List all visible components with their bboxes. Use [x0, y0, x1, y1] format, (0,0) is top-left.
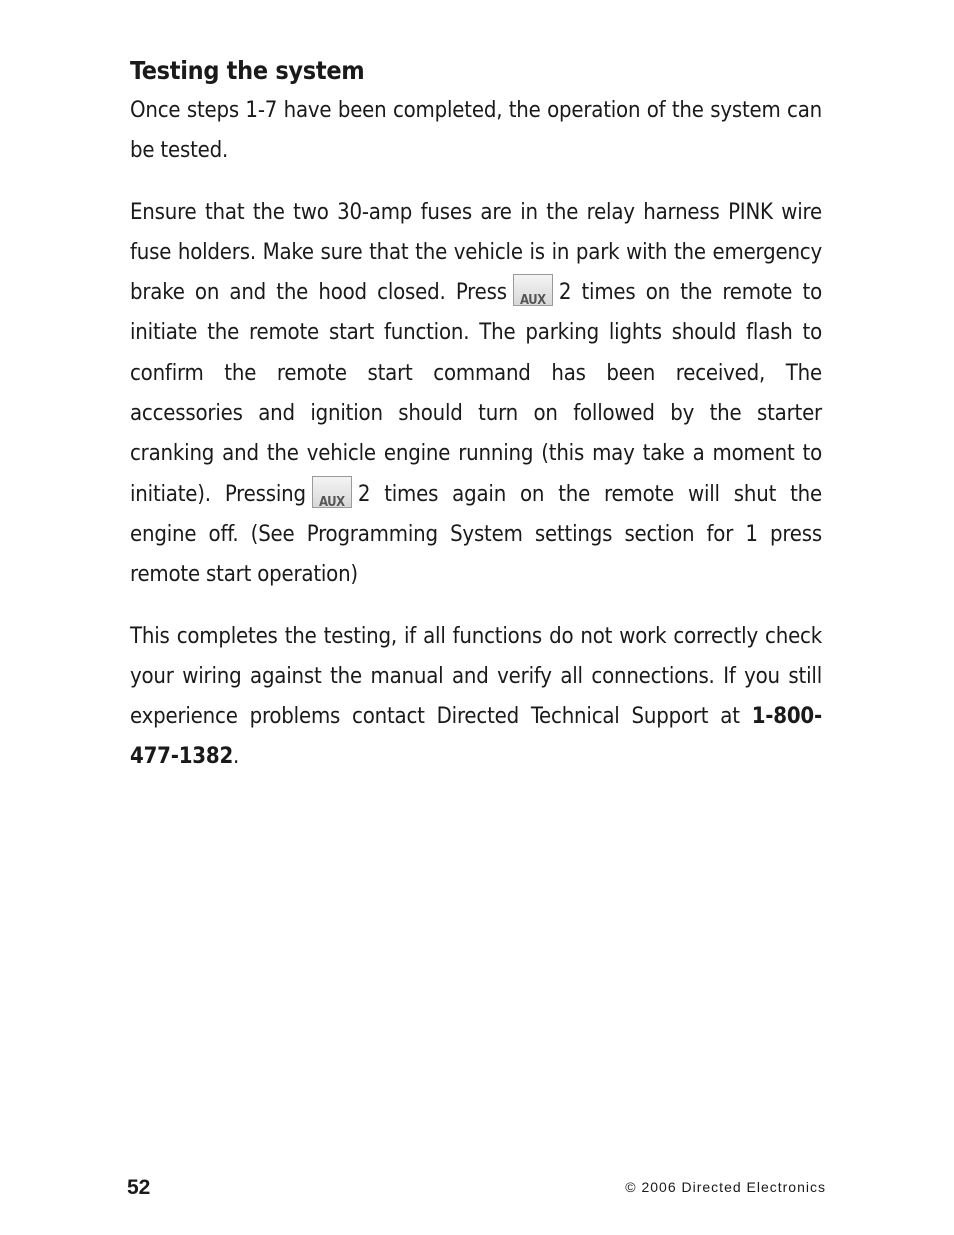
aux-button-icon [513, 274, 553, 309]
page-content [130, 56, 822, 778]
aux-button-label: AUX [319, 494, 345, 510]
aux-button-label: AUX [520, 293, 546, 309]
copyright-notice: © 2006 Directed Electronics [625, 1179, 826, 1195]
support-phone-number: 1-800-477-1382 [130, 704, 823, 770]
support-text: This completes the testing, if all functions do not work correctly check your wiring against the manual and verify all connections. If you still experience problems contact Directed Technical Support at [130, 623, 822, 730]
page-number: 52 [127, 1176, 151, 1199]
support-paragraph [130, 617, 822, 778]
testing-instructions-paragraph [130, 193, 822, 596]
intro-paragraph: Once steps 1-7 have been completed, the operation of the system can be tested. [130, 98, 822, 164]
instructions-text-part3: 2 times again on the remote will shut the engine off. (See Programming System settings section for 1 press remote start operation) [130, 481, 822, 588]
aux-button-icon [312, 476, 352, 508]
section-heading: Testing the system [130, 56, 365, 85]
instructions-text-part1: Ensure that the two 30-amp fuses are in the relay harness PINK wire fuse holders. Make sure that the vehicle is in park with the emergency brake on and the hood closed. Press [130, 199, 822, 306]
instructions-text-part2: 2 times on the remote to initiate the remote start function. The parking lights should flash to confirm the remote start command has been received, The accessories and ignition should turn on followed by the starter cranking and the vehicle engine running (this may take a moment to initiate). Pressing [130, 280, 822, 507]
support-end-punctuation: . [233, 744, 240, 770]
